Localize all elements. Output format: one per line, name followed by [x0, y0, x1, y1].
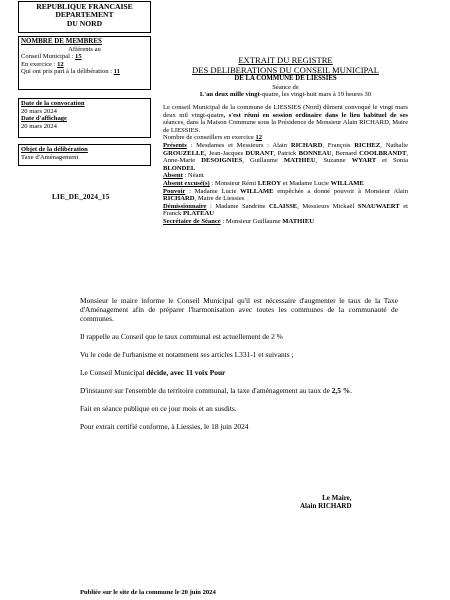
body-paragraph-code: Vu le code de l'urbanisme et notamment ses articles L331-1 et suivants ; [80, 350, 294, 359]
department-label: DEPARTEMENT [55, 10, 114, 20]
present-paragraph: Présents : Mesdames et Messieurs : Alain RICHARD, François RICHEZ, Nathalie GROUZELLE, Jean-Jacques DURANT, Patrick BONNEAU, Bernard COOLBRANDT, Anne-Marie DESOIGNIES, Guillaume MATHIEU, Suzanne WYART et Sonia BLONDEL [163, 141, 409, 172]
deliberation-body [80, 296, 398, 431]
left-column [18, 1, 151, 166]
proxy-paragraph: Pouvoir : Madame Lucie WILLAME empêchée a donné pouvoir à Monsieur Alain RICHARD, Maire de Liessies [163, 187, 408, 203]
convocation-box [18, 98, 151, 138]
body-paragraph-certified: Pour extrait certifié conforme, à Liessies, le 18 juin 2024 [80, 422, 249, 431]
members-took-part: Qui ont pris part à la délibération : 11 [21, 68, 120, 76]
seance-label: Séance de [272, 83, 299, 91]
body-paragraph-institute: D'instaurer sur l'ensemble du territoire communal, la taxe d'aménagement au taux de 2,5 %. [80, 386, 353, 395]
body-paragraph-rate: Il rappelle au Conseil que le taux communal est actuellement de 2 % [80, 332, 283, 341]
extract-title: EXTRAIT DU REGISTRE DES DELIBERATIONS DU CONSEIL MUNICIPAL [192, 55, 379, 75]
seance-date: L'an deux mille vingt-quatre, les vingt-huit mars à 19 heures 30 [199, 91, 372, 99]
body-paragraph-intro: Monsieur le maire informe le Conseil Municipal qu'il est nécessaire d'augmenter le taux de la Taxe d'Aménagement afin de préparer l'harmonisation avec toutes les communes de la communauté de communes. [80, 296, 398, 323]
absent-line: Absent : Néant [163, 172, 204, 180]
excused-line: Absent excusé(s) : Monsieur Rémi LEROY et Madame Lucie WILLAME [163, 179, 364, 187]
deliberation-reference: LIE_DE_2024_15 [52, 193, 110, 201]
department-name: DU NORD [66, 18, 103, 28]
members-office: En exercice : 12 [21, 60, 64, 68]
members-assigned: Afférents au [68, 45, 101, 53]
convocation-date-label: Date de la convocation [21, 100, 85, 107]
republic-box [18, 1, 151, 33]
signature-name: Alain RICHARD [300, 502, 352, 511]
members-title: NOMBRE DE MEMBRES [21, 37, 102, 45]
signature-block [300, 494, 352, 510]
republic-label: REPUBLIQUE FRANCAISE [36, 2, 133, 11]
in-office-line: Nombre de conseillers en exercice 12 [163, 134, 263, 142]
resigned-paragraph: Démissionnaire : Madame Sandrine CLAISSE, Messieurs Mickaël SNAUWAERT et Franck PLATEAU [163, 202, 408, 218]
convened-paragraph: Le conseil Municipal de la commune de LIESSIES (Nord) dûment convoqué le vingt mars deux mil vingt-quatre, s'est réuni en session ordinaire dans le lieu habituel de ses séances, dans la Maison Commune sous la Présidence de Monsieur Alain RICHARD, Maire de LIESSIES. [163, 103, 408, 134]
convocation-date-value: 20 mars 2024 [21, 107, 57, 115]
right-column [163, 56, 408, 225]
commune-name: DE LA COMMUNE DE LIESSIES [234, 75, 337, 83]
body-paragraph-decision: Le Conseil Municipal décide, avec 11 voix Pour [80, 368, 226, 377]
posting-date-value: 20 mars 2024 [21, 122, 57, 130]
object-box [18, 144, 151, 166]
members-council: Conseil Municipal : 15 [21, 53, 82, 61]
posting-date-label: Date d'affichage [21, 115, 67, 123]
secretary-line: Secrétaire de Séance : Monsieur Guillaume MATHIEU [163, 217, 315, 225]
signature-title: Le Maire, [322, 494, 352, 502]
published-notice: Publiée sur le site de la commune le 20 juin 2024 [80, 589, 216, 596]
members-box [18, 36, 151, 90]
object-label: Objet de la délibération [21, 146, 88, 153]
object-value: Taxe d'Aménagement [21, 153, 79, 161]
body-paragraph-public: Fait en séance publique en ce jour mois et an susdits. [80, 404, 237, 413]
